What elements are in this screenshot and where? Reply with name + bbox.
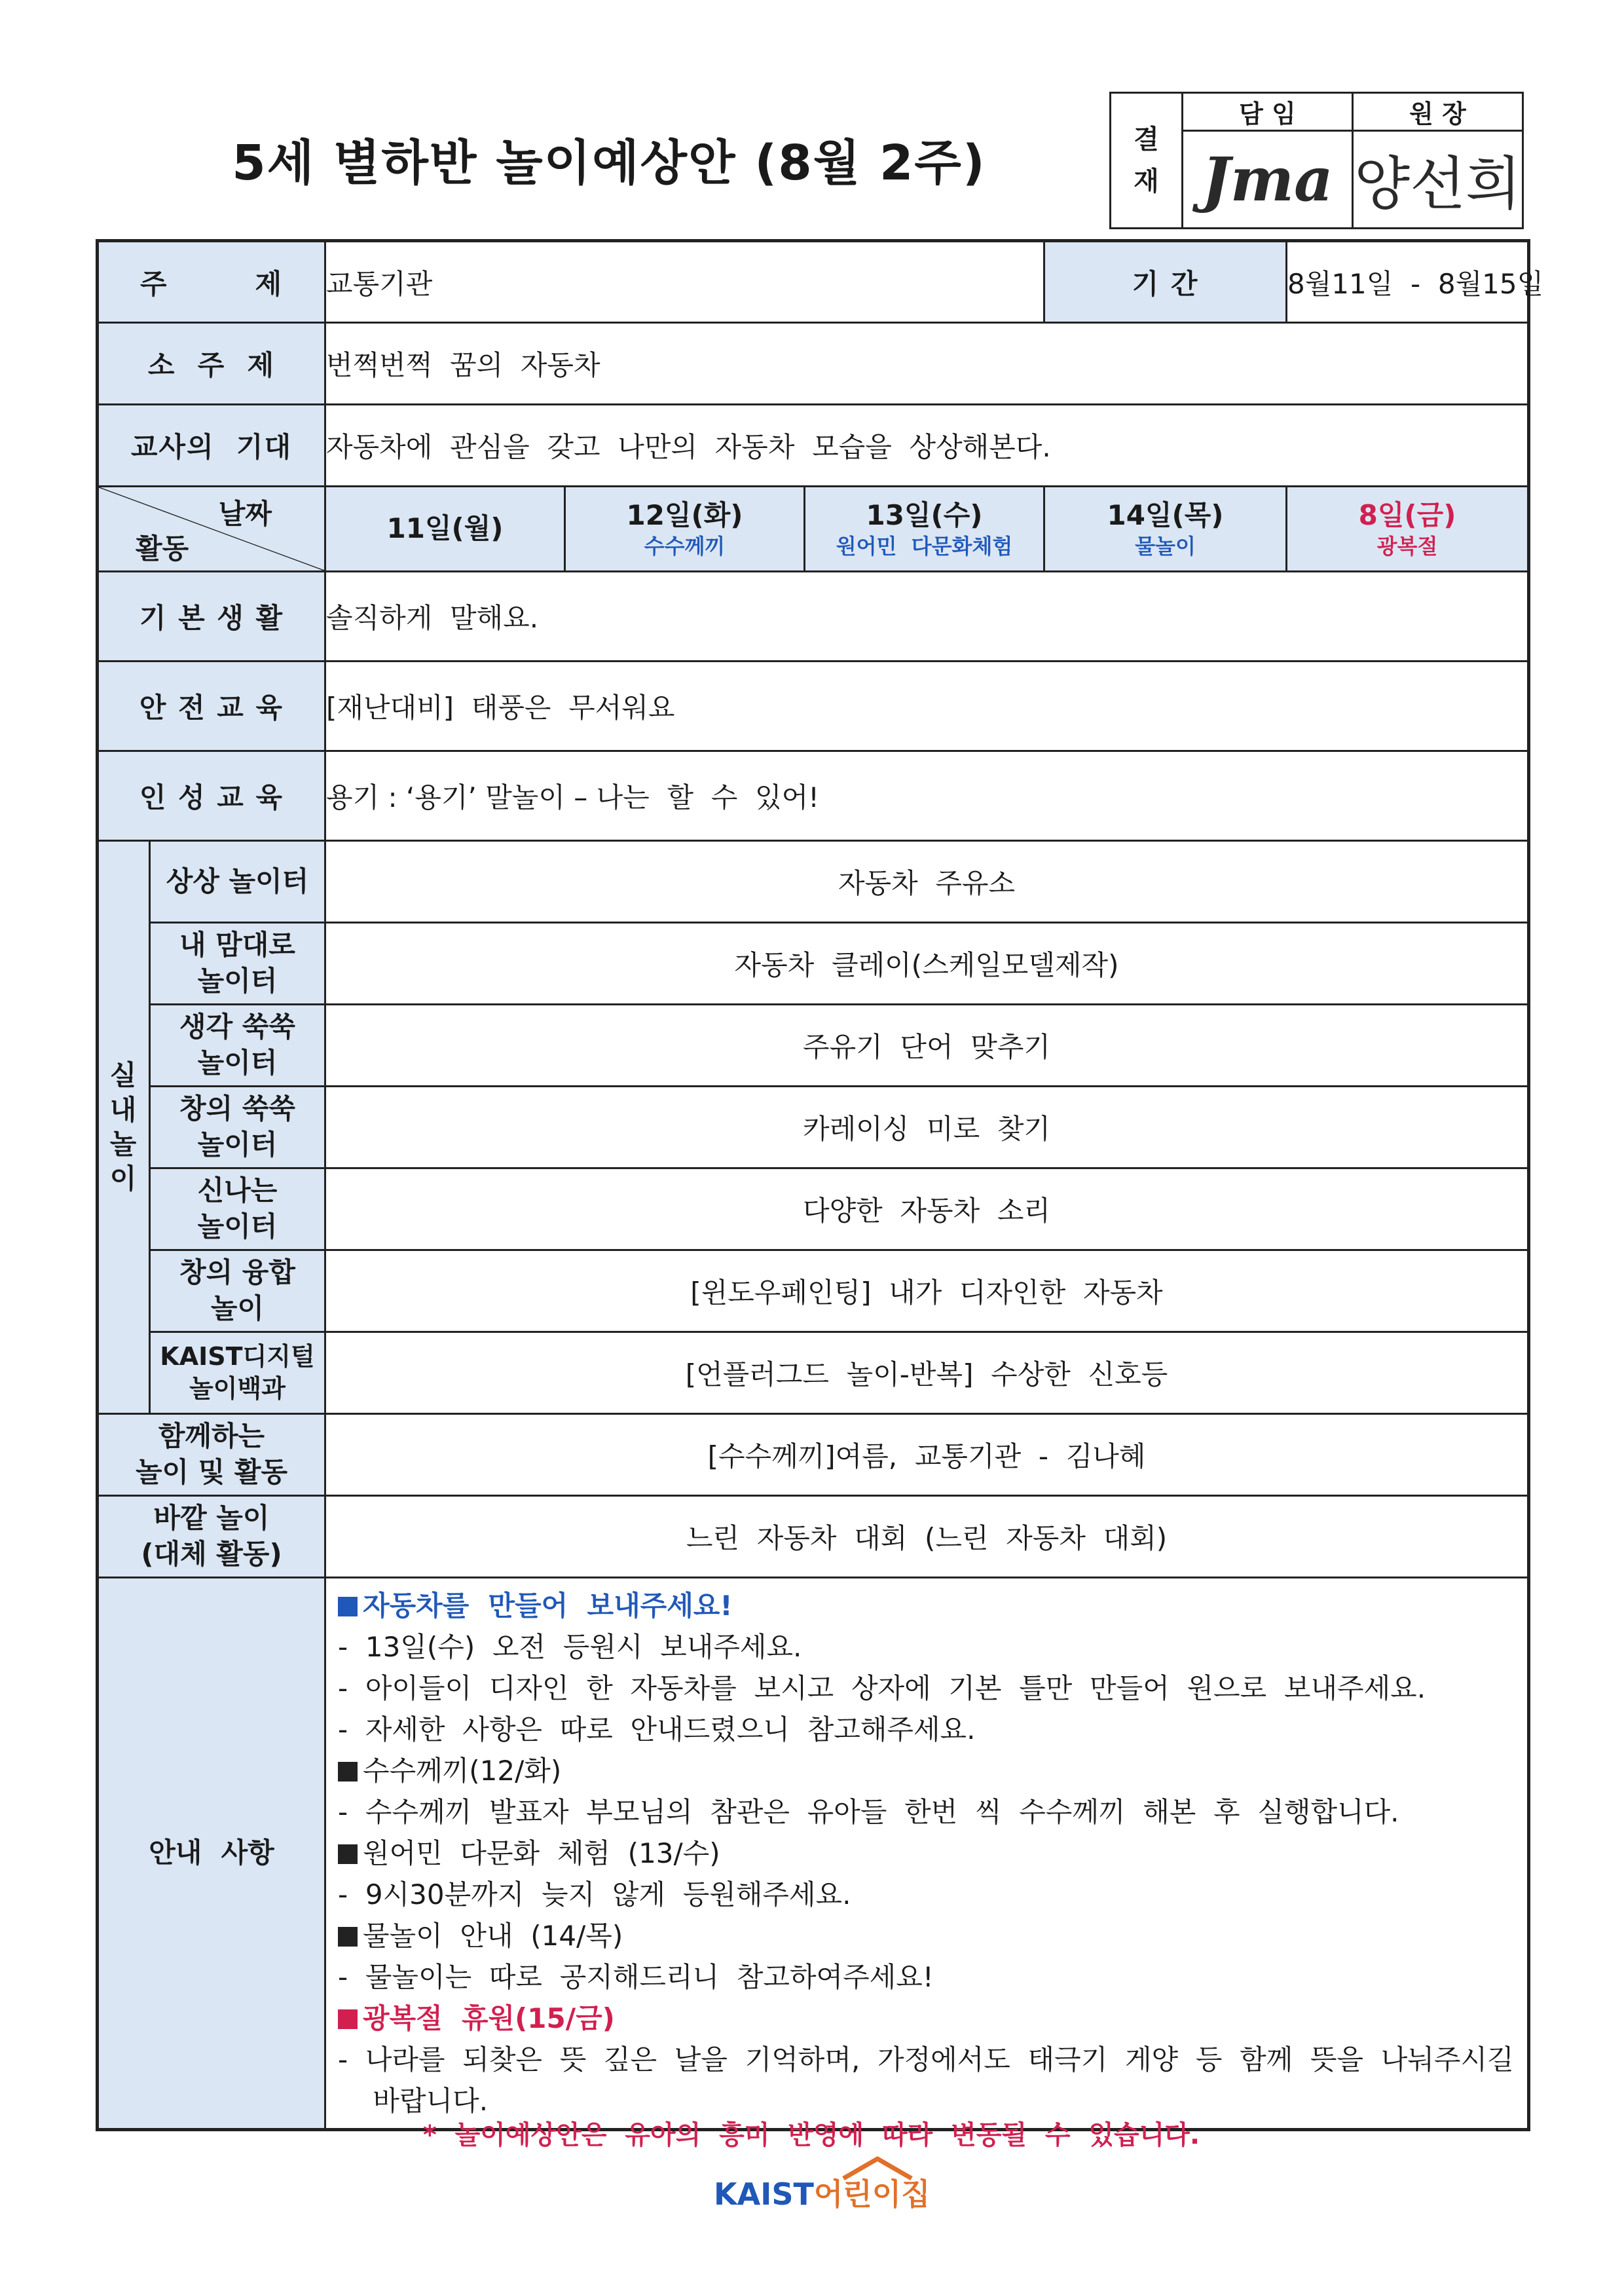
safety-label: 안 전 교 육 bbox=[98, 662, 325, 751]
day-date: 13일(수) bbox=[866, 499, 983, 532]
activity-header-label: 활동 bbox=[136, 532, 189, 565]
subtheme-value: 번쩍번쩍 꿈의 자동차 bbox=[325, 323, 1529, 405]
outdoor-row bbox=[98, 1496, 1529, 1578]
day-date: 14일(목) bbox=[1107, 499, 1224, 532]
director-signature-text: 양선희 bbox=[1354, 150, 1522, 217]
day-header bbox=[565, 487, 805, 572]
outdoor-label: 바깥 놀이 (대체 활동) bbox=[98, 1496, 325, 1578]
notice-body bbox=[326, 1578, 1527, 2128]
theme-label: 주 제 bbox=[98, 241, 325, 323]
safety-row bbox=[98, 662, 1529, 751]
indoor-item-value: 다양한 자동차 소리 bbox=[325, 1168, 1529, 1250]
basic-life-value: 솔직하게 말해요. bbox=[325, 572, 1529, 662]
bullet-square-icon bbox=[338, 1762, 358, 1782]
indoor-row bbox=[98, 1005, 1529, 1087]
theme-value: 교통기관 bbox=[325, 241, 1044, 323]
together-label: 함께하는 놀이 및 활동 bbox=[98, 1414, 325, 1496]
notice-line-text: - 나라를 되찾은 뜻 깊은 날을 기억하며, 가정에서도 태극기 게양 등 함께 뜻을 나눠주시길 bbox=[338, 2043, 1514, 2076]
expectation-value: 자동차에 관심을 갖고 나만의 자동차 모습을 상상해본다. bbox=[325, 405, 1529, 487]
character-row bbox=[98, 751, 1529, 841]
notice-line-text: 광복절 휴원(15/금) bbox=[363, 2002, 615, 2034]
expectation-label: 교사의 기대 bbox=[98, 405, 325, 487]
indoor-item-value: 카레이싱 미로 찾기 bbox=[325, 1087, 1529, 1168]
day-header bbox=[1287, 487, 1529, 572]
day-event: 물놀이 bbox=[1135, 533, 1196, 559]
indoor-item-value: 자동차 클레이(스케일모델제작) bbox=[325, 923, 1529, 1005]
safety-value: [재난대비] 태풍은 무서워요 bbox=[325, 662, 1529, 751]
notice-line bbox=[338, 1668, 1517, 1709]
theme-row bbox=[98, 241, 1529, 323]
indoor-row bbox=[98, 841, 1529, 923]
notice-line-text: 원어민 다문화 체험 (13/수) bbox=[363, 1837, 720, 1869]
indoor-row bbox=[98, 1087, 1529, 1168]
indoor-row bbox=[98, 1168, 1529, 1250]
notice-line bbox=[338, 1750, 1517, 1791]
indoor-item-label: KAIST디지털 놀이백과 bbox=[150, 1332, 325, 1414]
notice-line-text: - 자세한 사항은 따로 안내드렸으니 참고해주세요. bbox=[338, 1713, 976, 1745]
notice-line bbox=[338, 1874, 1517, 1915]
director-label: 원 장 bbox=[1353, 93, 1523, 131]
day-event: 원어민 다문화체험 bbox=[836, 533, 1013, 559]
subtheme-label: 소 주 제 bbox=[98, 323, 325, 405]
indoor-item-label: 생각 쑥쑥 놀이터 bbox=[150, 1005, 325, 1087]
notice-line-text: - 13일(수) 오전 등원시 보내주세요. bbox=[338, 1631, 802, 1663]
day-header bbox=[1044, 487, 1287, 572]
subtheme-row bbox=[98, 323, 1529, 405]
approval-title-line2: 재 bbox=[1134, 166, 1159, 196]
kindergarten-logo bbox=[714, 2155, 930, 2214]
schedule-header-row bbox=[98, 487, 1529, 572]
notice-line bbox=[338, 1998, 1517, 2039]
indoor-item-label: 신나는 놀이터 bbox=[150, 1168, 325, 1250]
indoor-item-value: 주유기 단어 맞추기 bbox=[325, 1005, 1529, 1087]
indoor-item-value: 자동차 주유소 bbox=[325, 841, 1529, 923]
notice-line-text: - 9시30분까지 늦지 않게 등원해주세요. bbox=[338, 1878, 851, 1911]
character-value: 용기 : ‘용기’ 말놀이 – 나는 할 수 있어! bbox=[325, 751, 1529, 841]
day-header bbox=[805, 487, 1044, 572]
notice-line bbox=[338, 2039, 1517, 2080]
day-header bbox=[325, 487, 565, 572]
indoor-row bbox=[98, 923, 1529, 1005]
notice-line-text: - 물놀이는 따로 공지해드리니 참고하여주세요! bbox=[338, 1961, 934, 1993]
outdoor-value: 느린 자동차 대회 (느린 자동차 대회) bbox=[325, 1496, 1529, 1578]
plan-table bbox=[96, 239, 1544, 2131]
notice-label: 안내 사항 bbox=[98, 1578, 325, 2130]
indoor-row bbox=[98, 1250, 1529, 1332]
logo-korean: 어린이집 bbox=[813, 2176, 931, 2212]
notice-line bbox=[338, 1833, 1517, 1874]
notice-line-text: 자동차를 만들어 보내주세요! bbox=[363, 1590, 733, 1622]
notice-content bbox=[325, 1578, 1529, 2130]
notice-line bbox=[338, 1915, 1517, 1956]
date-activity-header bbox=[98, 487, 325, 572]
date-header-label: 날짜 bbox=[218, 498, 272, 530]
together-value: [수수께끼]여름, 교통기관 - 김나혜 bbox=[325, 1414, 1529, 1496]
diagonal-line bbox=[99, 487, 324, 570]
day-event: 광복절 bbox=[1376, 533, 1438, 559]
notice-line bbox=[338, 1956, 1517, 1998]
homeroom-label: 담 임 bbox=[1183, 93, 1353, 131]
day-date: 11일(월) bbox=[386, 512, 504, 545]
indoor-play-label: 실 내 놀 이 bbox=[98, 841, 150, 1414]
notice-line-text: 수수께끼(12/화) bbox=[363, 1755, 562, 1787]
indoor-row bbox=[98, 1332, 1529, 1414]
notice-row bbox=[98, 1578, 1529, 2130]
approval-title bbox=[1111, 93, 1183, 229]
period-value bbox=[1287, 241, 1544, 323]
day-event: 수수께끼 bbox=[644, 533, 726, 559]
homeroom-signature-text: Jma bbox=[1202, 144, 1333, 215]
notice-line bbox=[338, 1791, 1517, 1833]
document-title: 5세 별하반 놀이예상안 (8월 2주) bbox=[232, 135, 986, 191]
basic-life-row bbox=[98, 572, 1529, 662]
indoor-item-value: [언플러그드 놀이-반복] 수상한 신호등 bbox=[325, 1332, 1529, 1414]
footer-note: * 놀이예상안은 유아의 흥미 반영에 따라 변동될 수 있습니다. bbox=[422, 2120, 1200, 2150]
notice-line-text: - 수수께끼 발표자 부모님의 참관은 유아들 한번 씩 수수께끼 해본 후 실행합니다. bbox=[338, 1796, 1399, 1828]
basic-life-label: 기 본 생 활 bbox=[98, 572, 325, 662]
period-label: 기 간 bbox=[1044, 241, 1287, 323]
indoor-item-label: 창의 융합 놀이 bbox=[150, 1250, 325, 1332]
period-text: 8월11일 - 8월15일 bbox=[1287, 267, 1544, 300]
approval-title-line1: 결 bbox=[1134, 124, 1159, 155]
bullet-square-icon bbox=[338, 1597, 358, 1616]
bullet-square-icon bbox=[338, 2009, 358, 2029]
notice-line-text: - 아이들이 디자인 한 자동차를 보시고 상자에 기본 틀만 만들어 원으로 보내주세요. bbox=[338, 1672, 1426, 1704]
day-date: 12일(화) bbox=[626, 499, 743, 532]
indoor-item-label: 상상 놀이터 bbox=[150, 841, 325, 923]
notice-line bbox=[338, 1626, 1517, 1668]
logo-kaist: KAIST bbox=[714, 2176, 814, 2212]
approval-box bbox=[1109, 92, 1524, 229]
together-row bbox=[98, 1414, 1529, 1496]
day-date: 8일(금) bbox=[1358, 499, 1456, 532]
notice-line-text: 바랍니다. bbox=[338, 2085, 489, 2117]
homeroom-signature bbox=[1183, 131, 1353, 229]
indoor-item-label: 창의 쑥쑥 놀이터 bbox=[150, 1087, 325, 1168]
notice-line bbox=[338, 1585, 1517, 1626]
director-signature bbox=[1353, 131, 1523, 229]
notice-line-text: 물놀이 안내 (14/목) bbox=[363, 1920, 623, 1952]
indoor-item-value: [윈도우페인팅] 내가 디자인한 자동차 bbox=[325, 1250, 1529, 1332]
bullet-square-icon bbox=[338, 1927, 358, 1947]
bullet-square-icon bbox=[338, 1844, 358, 1864]
indoor-item-label: 내 맘대로 놀이터 bbox=[150, 923, 325, 1005]
character-label: 인 성 교 육 bbox=[98, 751, 325, 841]
expectation-row bbox=[98, 405, 1529, 487]
notice-line bbox=[338, 1709, 1517, 1750]
logo-text bbox=[714, 2171, 931, 2214]
